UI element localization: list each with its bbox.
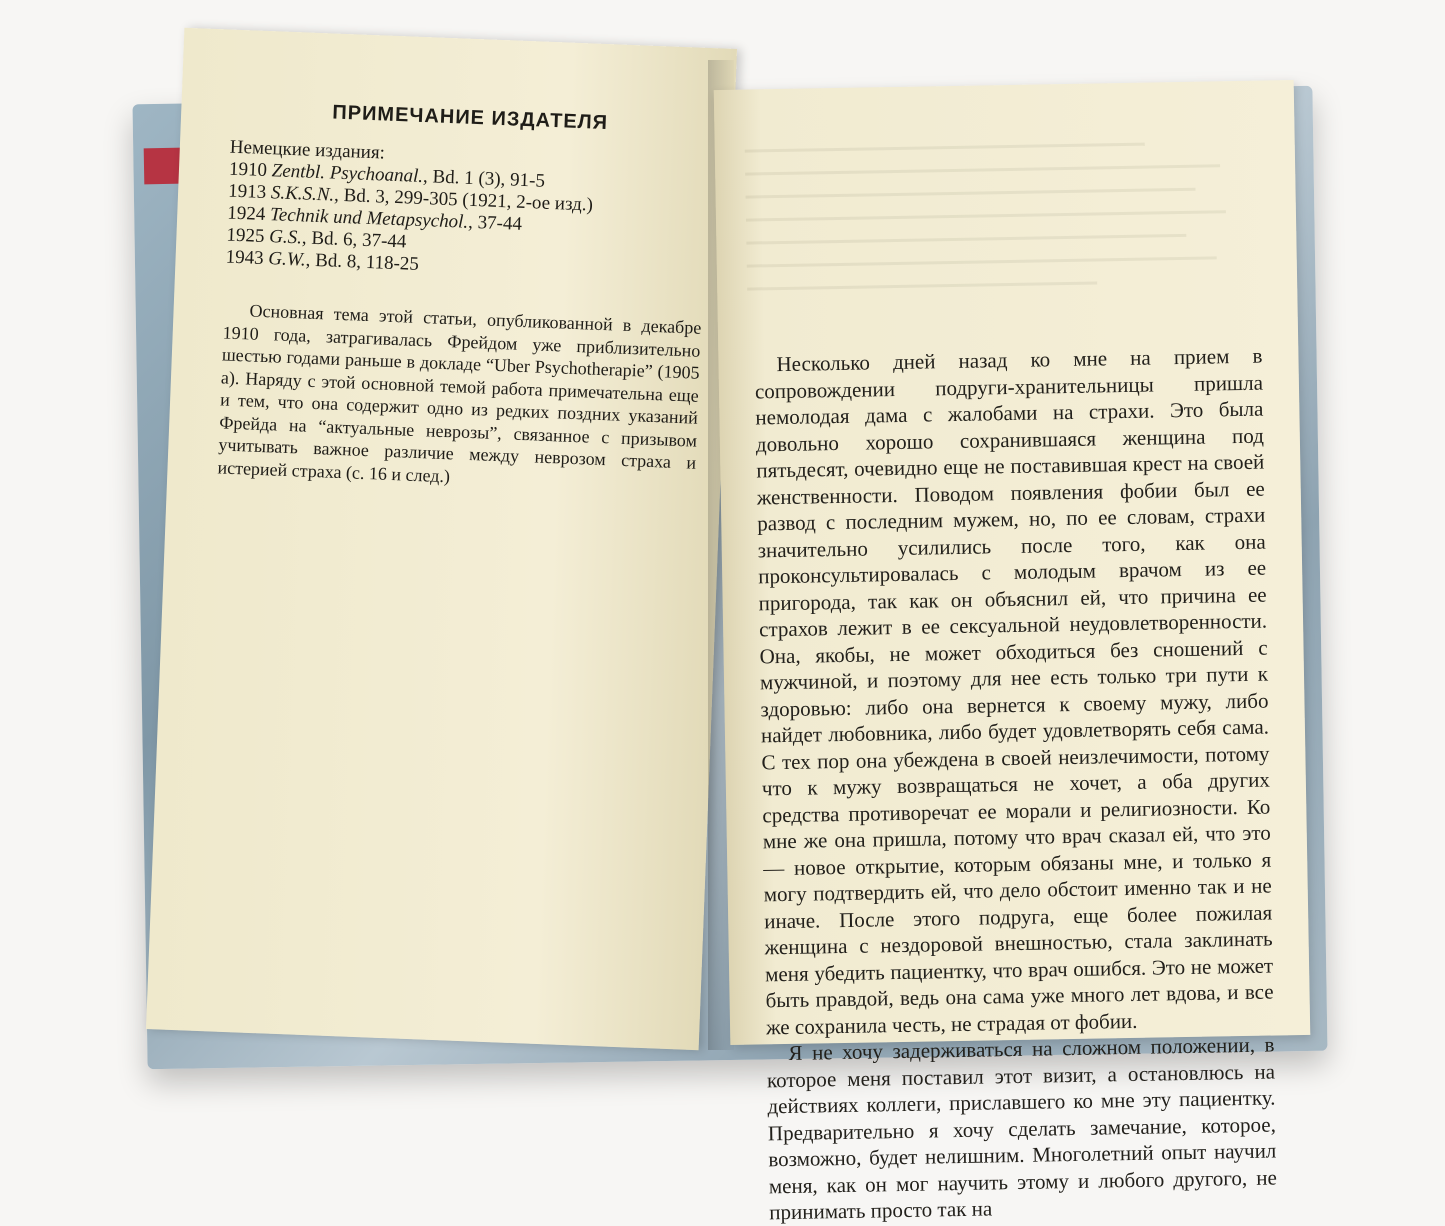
edition-details: , Bd. 6, 37-44 [301, 227, 407, 253]
left-page-text [216, 98, 709, 515]
edition-year: 1943 [225, 246, 265, 269]
left-page [146, 28, 737, 1050]
edition-source: G.W. [267, 248, 307, 271]
edition-source: G.S. [268, 226, 303, 249]
edition-source: Zentbl. Psychoanal. [271, 160, 424, 188]
page-title: ПРИМЕЧАНИЕ ИЗДАТЕЛЯ [331, 101, 609, 135]
edition-source: Technik und Metapsychol. [269, 204, 469, 233]
edition-details: , 37-44 [467, 211, 523, 235]
cover-red-band [144, 148, 183, 185]
edition-details: , Bd. 3, 299-305 (1921, 2-ое изд.) [333, 184, 594, 216]
body-paragraph: Несколько дней назад ко мне на прием в сопровождении подруги-хранительницы пришла немолодая дама с жалобами на страхи. Это была довольно хорошо сохранившаяся женщина под пятьдесят, очевидно еще не поставившая крест на своей женственности. Поводом появления фобии был ее развод с последним мужем, но, по ее словам, страхи значительно усилились после того, как она проконсультировалась с молодым врачом из ее пригорода, так как он объяснил ей, что причина ее страхов лежит в ее сексуальной неудовлетворенности. Она, якобы, не может обходиться без сношений с мужчиной, и поэтому для нее есть только три пути к здоровью: либо она вернется к своему мужу, либо найдет любовника, либо будет удовлетворять себя сама. С тех пор она убеждена в своей неизлечимости, потому что к мужу возвращаться не хочет, а оба других средства противоречат ее морали и религиозности. Ко мне же она пришла, потому что врач сказал ей, что это — новое открытие, которым обязаны мне, и только я могу подтвердить ей, что дело обстоит именно так и не иначе. После этого подруга, еще более пожилая женщина с нездоровой внешностью, стала заклинать меня убедить пациентку, что врач ошибся. Это не может быть правдой, ведь она сама уже много лет вдова, и все же сохранила честь, не страдая от фобии. [754, 343, 1274, 1039]
editor-note-paragraph: Основная тема этой статьи, опубликованной в декабре 1910 года, затрагивалась Фрейдом уже приблизительно шестью годами раньше в докладе “Uber Psychotherapie” (1905 a). Наряду с этой основной темой работа примечательна еще и тем, что она содержит одно из редких поздних указаний Фрейда на “актуальные неврозы”, связанное с призывом учитывать важное различие между неврозом страха и истерией страха (с. 16 и след.) [217, 300, 702, 486]
edition-year: 1924 [226, 202, 266, 225]
edition-source: S.K.S.N. [270, 182, 335, 206]
edition-details: , Bd. 8, 118-25 [305, 249, 420, 275]
show-through-text [745, 141, 1248, 311]
editions-heading: Немецкие издания: [229, 136, 386, 164]
right-page-text [754, 343, 1277, 1226]
editions-list [225, 159, 707, 287]
edition-year: 1925 [226, 224, 265, 247]
body-paragraph: Я не хочу задерживаться на сложном положении, в которое меня поставил этот визит, а остановлюсь на действиях коллеги, приславшего ко мне эту пациентку. Предварительно я хочу сделать замечание, которое, возможно, будет нелишним. Многолетний опыт научил меня, как он мог научить этому и любого другого, не принимать просто так на [766, 1032, 1277, 1225]
edition-year: 1910 [228, 158, 268, 182]
edition-year: 1913 [227, 180, 267, 204]
edition-details: , Bd. 1 (3), 91-5 [422, 166, 546, 192]
right-page [714, 80, 1311, 1225]
